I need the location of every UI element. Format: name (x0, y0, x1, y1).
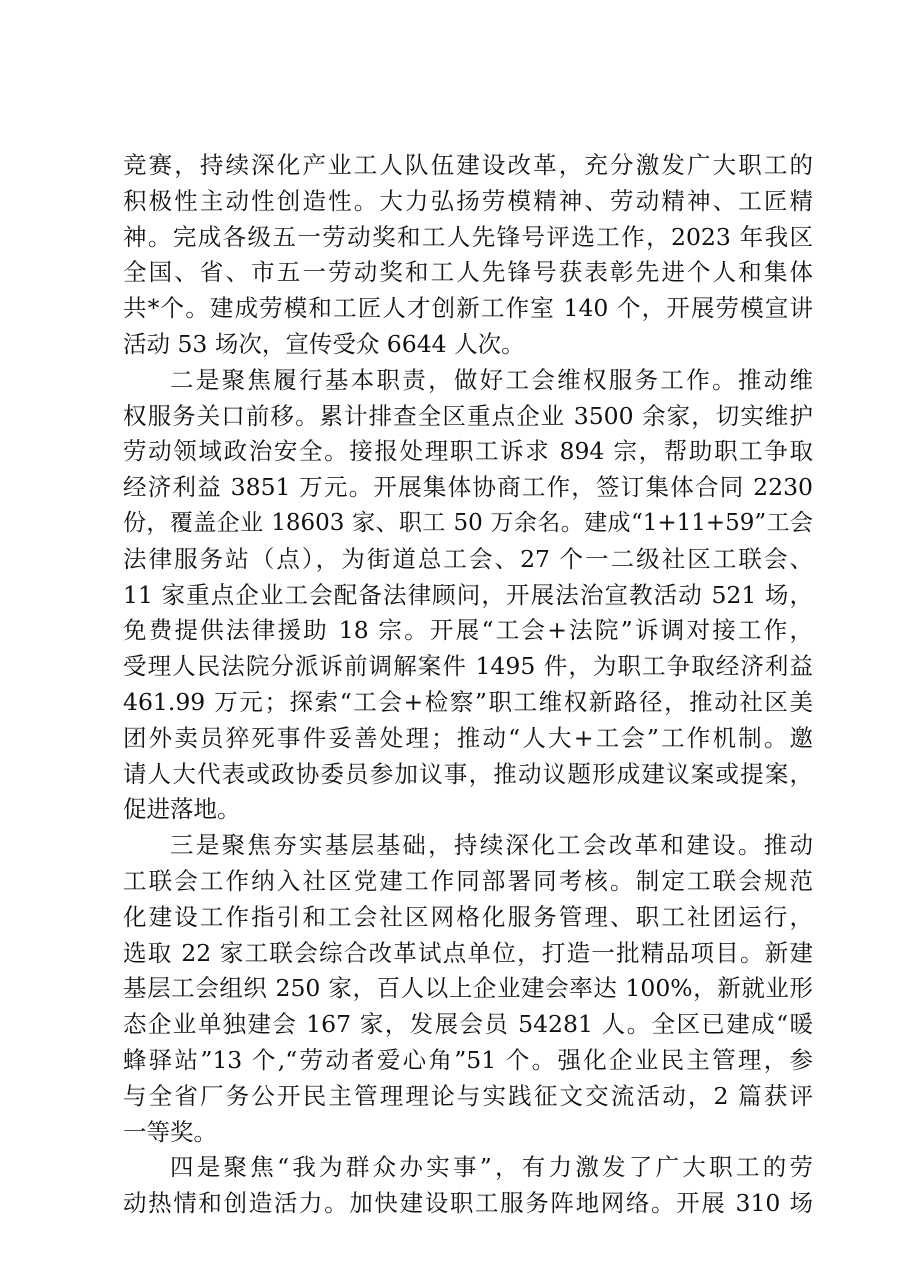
paragraph-1 (123, 148, 813, 363)
text-line: 积极性主动性创造性。大力弘扬劳模精神、劳动精神、工匠精 (123, 186, 813, 215)
paragraph-4 (123, 1150, 813, 1222)
text-line: 劳动领域政治安全。接报处理职工诉求 894 宗，帮助职工争取 (123, 437, 813, 466)
text-line: 份，覆盖企业 18603 家、职工 50 万余名。建成“1+11+59”工会 (123, 509, 813, 536)
text-line: 促进落地。 (123, 795, 241, 824)
text-line: 461.99 万元；探索“工会+检察”职工维权新路径，推动社区美 (123, 687, 813, 716)
text-line: 神。完成各级五一劳动奖和工人先锋号评选工作，2023 年我区 (123, 222, 813, 251)
paragraph-3 (123, 828, 813, 1150)
text-line: 权服务关口前移。累计排查全区重点企业 3500 余家，切实维护 (123, 401, 813, 430)
text-line: 受理人民法院分派诉前调解案件 1495 件，为职工争取经济利益 (123, 652, 813, 681)
text-line: 竞赛，持续深化产业工人队伍建设改革，充分激发广大职工的 (123, 151, 813, 179)
text-line: 免费提供法律援助 18 宗。开展“工会+法院”诉调对接工作， (123, 616, 813, 645)
text-line: 共*个。建成劳模和工匠人才创新工作室 140 个，开展劳模宣讲 (123, 294, 813, 323)
text-line: 态企业单独建会 167 家，发展会员 54281 人。全区已建成“暖 (123, 1010, 813, 1039)
text-line: 基层工会组织 250 家，百人以上企业建会率达 100%，新就业形 (123, 974, 813, 1003)
text-line: 经济利益 3851 万元。开展集体协商工作，签订集体合同 2230 (123, 473, 813, 502)
text-line: 四是聚焦“我为群众办实事”，有力激发了广大职工的劳 (170, 1153, 813, 1182)
text-line: 一等奖。 (123, 1117, 217, 1146)
text-line: 三是聚焦夯实基层基础，持续深化工会改革和建设。推动 (170, 831, 813, 860)
text-line: 二是聚焦履行基本职责，做好工会维权服务工作。推动维 (170, 365, 813, 394)
text-line: 选取 22 家工联会综合改革试点单位，打造一批精品项目。新建 (123, 938, 813, 967)
text-line: 化建设工作指引和工会社区网格化服务管理、职工社团运行， (123, 902, 813, 931)
text-line: 法律服务站（点），为街道总工会、27 个一二级社区工联会、 (123, 544, 813, 573)
text-line: 动热情和创造活力。加快建设职工服务阵地网络。开展 310 场 (123, 1189, 813, 1218)
text-line: 与全省厂务公开民主管理理论与实践征文交流活动，2 篇获评 (123, 1081, 813, 1110)
document-body (123, 148, 813, 1222)
text-line: 团外卖员猝死事件妥善处理；推动“人大+工会”工作机制。邀 (123, 723, 813, 752)
paragraph-2 (123, 363, 813, 828)
text-line: 11 家重点企业工会配备法律顾问，开展法治宣教活动 521 场， (123, 580, 813, 609)
text-line: 请人大代表或政协委员参加议事，推动议题形成建议案或提案， (123, 759, 813, 788)
text-line: 活动 53 场次，宣传受众 6644 人次。 (123, 329, 525, 358)
text-line: 全国、省、市五一劳动奖和工人先锋号获表彰先进个人和集体 (123, 258, 813, 287)
text-line: 工联会工作纳入社区党建工作同部署同考核。制定工联会规范 (123, 866, 813, 895)
text-line: 蜂驿站”13 个,“劳动者爱心角”51 个。强化企业民主管理，参 (123, 1045, 813, 1074)
